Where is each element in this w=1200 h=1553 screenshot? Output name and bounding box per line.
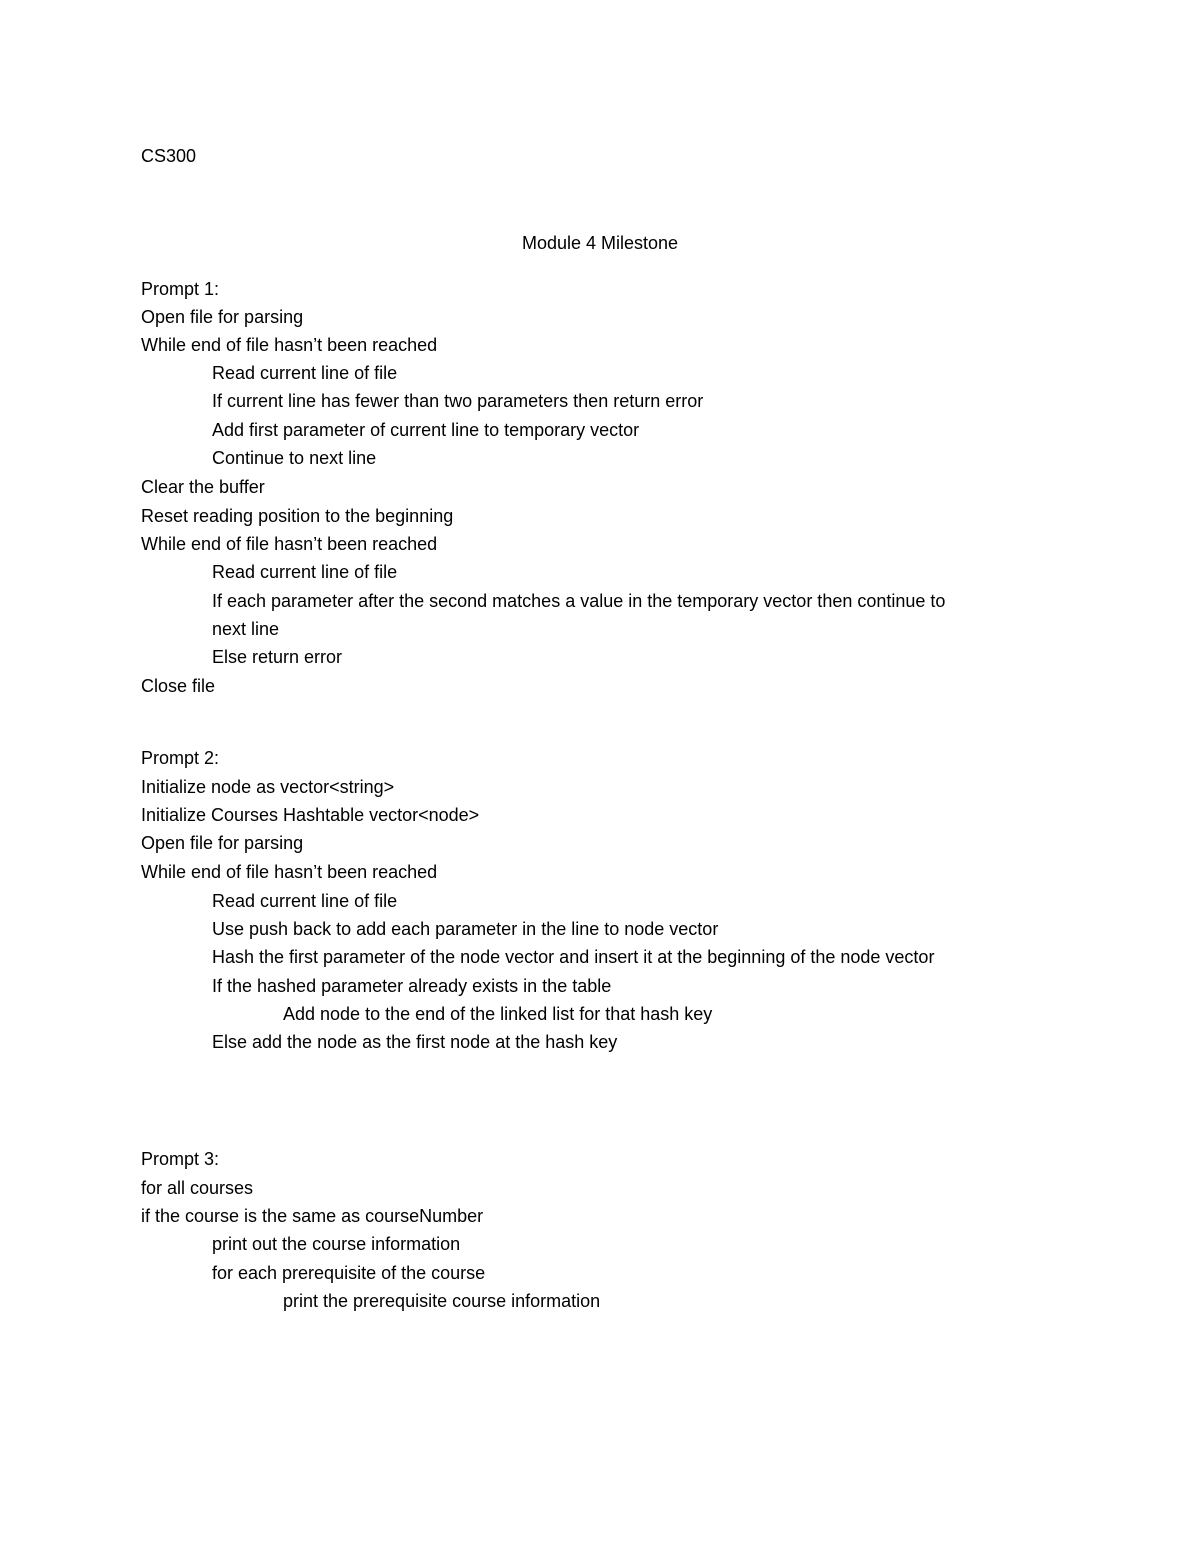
prompt-1-line: While end of file hasn’t been reached: [141, 534, 438, 554]
prompt-3-line: if the course is the same as courseNumber: [141, 1206, 484, 1226]
prompt-2-line: Else add the node as the first node at the hash key: [212, 1032, 618, 1052]
prompt-2-line: Hash the first parameter of the node vector and insert it at the beginning of the node vector: [212, 947, 935, 967]
prompt-2-line: Read current line of file: [212, 891, 398, 911]
prompt-1-line: Close file: [141, 676, 216, 696]
prompt-3-line: print the prerequisite course information: [283, 1291, 601, 1311]
prompt-3-heading: Prompt 3:: [141, 1149, 220, 1169]
prompt-3-line: for all courses: [141, 1178, 254, 1198]
prompt-1-line: While end of file hasn’t been reached: [141, 335, 438, 355]
prompt-1-line: Open file for parsing: [141, 307, 304, 327]
prompt-2-line: Open file for parsing: [141, 833, 304, 853]
prompt-2-heading: Prompt 2:: [141, 748, 220, 768]
prompt-1-line: Else return error: [212, 647, 343, 667]
prompt-2-line: While end of file hasn’t been reached: [141, 862, 438, 882]
prompt-3-line: print out the course information: [212, 1234, 461, 1254]
prompt-1-line: If each parameter after the second matches a value in the temporary vector then continue to: [212, 591, 946, 611]
prompt-1-line: If current line has fewer than two parameters then return error: [212, 391, 704, 411]
prompt-1-heading: Prompt 1:: [141, 279, 220, 299]
prompt-1-line: Read current line of file: [212, 363, 398, 383]
prompt-1-line: Clear the buffer: [141, 477, 265, 497]
prompt-1-line: next line: [212, 619, 280, 639]
prompt-1-line: Add first parameter of current line to temporary vector: [212, 420, 640, 440]
prompt-2-line: If the hashed parameter already exists in the table: [212, 976, 612, 996]
prompt-1-line: Continue to next line: [212, 448, 377, 468]
prompt-2-line: Use push back to add each parameter in the line to node vector: [212, 919, 719, 939]
prompt-1-line: Reset reading position to the beginning: [141, 506, 454, 526]
course-code: CS300: [141, 146, 197, 166]
prompt-1-line: Read current line of file: [212, 562, 398, 582]
prompt-3-line: for each prerequisite of the course: [212, 1263, 486, 1283]
prompt-2-line: Initialize Courses Hashtable vector<node>: [141, 805, 480, 825]
prompt-2-line: Add node to the end of the linked list for that hash key: [283, 1004, 713, 1024]
prompt-2-line: Initialize node as vector<string>: [141, 777, 395, 797]
document-title: Module 4 Milestone: [521, 233, 679, 253]
